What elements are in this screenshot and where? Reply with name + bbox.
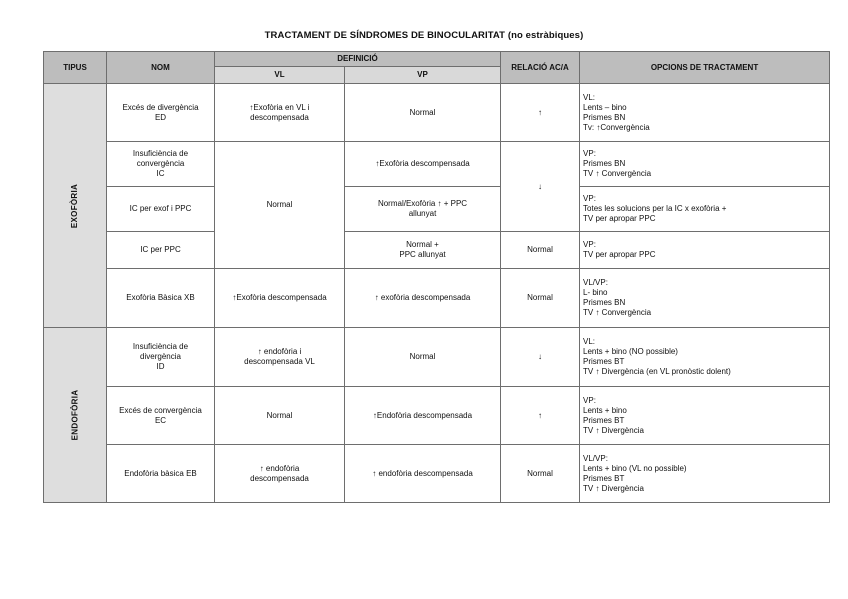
cell-opcions: VP: TV per apropar PPC — [580, 232, 830, 269]
group-label: ENDOFÒRIA — [69, 389, 79, 441]
cell-nom: Insuficiència de divergència ID — [107, 328, 215, 387]
table-row — [44, 232, 830, 269]
cell-aca: ↑ — [501, 84, 580, 142]
table-row — [44, 269, 830, 328]
cell-vp: Normal — [345, 84, 501, 142]
cell-vl: ↑Exofòria descompensada — [215, 269, 345, 328]
cell-vp: Normal/Exofòria ↑ + PPC allunyat — [345, 187, 501, 232]
cell-vp: Normal — [345, 328, 501, 387]
group-exoforia — [44, 84, 107, 328]
group-label: EXOFÒRIA — [70, 183, 79, 228]
table-row — [44, 187, 830, 232]
cell-opcions: VL/VP: Lents + bino (VL no possible) Prismes BT TV ↑ Divergència — [580, 445, 830, 503]
cell-aca: Normal — [501, 232, 580, 269]
cell-opcions: VL: Lents – bino Prismes BN Tv: ↑Convergència — [580, 84, 830, 142]
cell-vl: Normal — [215, 387, 345, 445]
header-tipus: TIPUS — [44, 52, 107, 84]
cell-vl: ↑Exofòria en VL i descompensada — [215, 84, 345, 142]
cell-nom: IC per PPC — [107, 232, 215, 269]
header-vp: VP — [345, 67, 501, 84]
treatment-table — [43, 51, 830, 503]
cell-aca: Normal — [501, 445, 580, 503]
header-relacio-aca: RELACIÓ AC/A — [501, 52, 580, 84]
cell-vl: ↑ endofòria descompensada — [215, 445, 345, 503]
header-nom: NOM — [107, 52, 215, 84]
table-row — [44, 142, 830, 187]
page-title: TRACTAMENT DE SÍNDROMES DE BINOCULARITAT (no estràbiques) — [264, 30, 584, 41]
cell-opcions: VL/VP: L- bino Prismes BN TV ↑ Convergència — [580, 269, 830, 328]
cell-vl-merged: Normal — [215, 142, 345, 269]
cell-vp: ↑Endofòria descompensada — [345, 387, 501, 445]
cell-vl: ↑ endofòria i descompensada VL — [215, 328, 345, 387]
cell-nom: Exofòria Bàsica XB — [107, 269, 215, 328]
cell-nom: Insuficiència de convergència IC — [107, 142, 215, 187]
header-vl: VL — [215, 67, 345, 84]
cell-aca-merged: ↓ — [501, 142, 580, 232]
cell-aca: ↓ — [501, 328, 580, 387]
group-endoforia — [44, 328, 107, 503]
cell-nom: Excés de divergència ED — [107, 84, 215, 142]
cell-nom: IC per exof i PPC — [107, 187, 215, 232]
table-row — [44, 84, 830, 142]
cell-nom: Excés de convergència EC — [107, 387, 215, 445]
cell-opcions: VL: Lents + bino (NO possible) Prismes BT TV ↑ Divergència (en VL pronòstic dolent) — [580, 328, 830, 387]
table-row — [44, 445, 830, 503]
cell-nom: Endofòria bàsica EB — [107, 445, 215, 503]
table-row — [44, 387, 830, 445]
cell-opcions: VP: Lents + bino Prismes BT TV ↑ Divergència — [580, 387, 830, 445]
header-opcions: OPCIONS DE TRACTAMENT — [580, 52, 830, 84]
cell-vp: ↑ exofòria descompensada — [345, 269, 501, 328]
cell-vp: ↑ endofòria descompensada — [345, 445, 501, 503]
cell-vp: ↑Exofòria descompensada — [345, 142, 501, 187]
cell-opcions: VP: Prismes BN TV ↑ Convergència — [580, 142, 830, 187]
cell-vp: Normal + PPC allunyat — [345, 232, 501, 269]
cell-aca: Normal — [501, 269, 580, 328]
header-definicio: DEFINICIÓ — [215, 52, 501, 67]
table-row — [44, 328, 830, 387]
cell-aca: ↑ — [501, 387, 580, 445]
cell-opcions: VP: Totes les solucions per la IC x exofòria + TV per apropar PPC — [580, 187, 830, 232]
